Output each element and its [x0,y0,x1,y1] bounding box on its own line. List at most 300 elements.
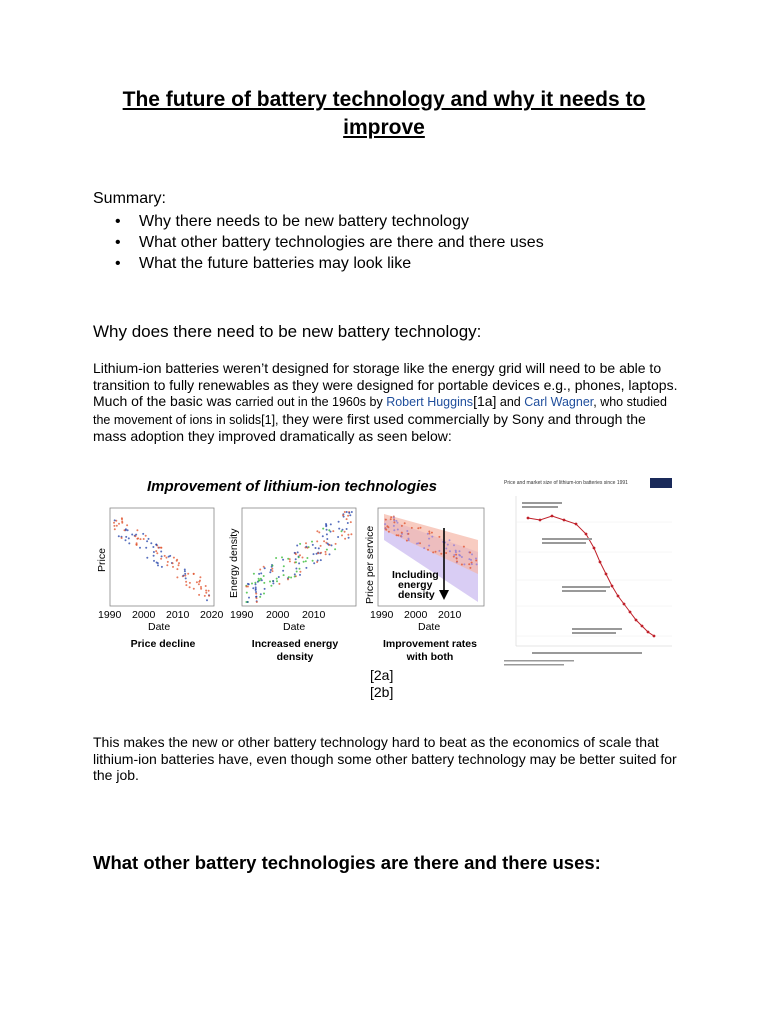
scatter-point [332,530,334,532]
scatter-point [184,569,186,571]
scatter-point [113,525,115,527]
scatter-point [401,525,403,527]
section-heading-other-technologies: What other battery technologies are there and there uses: [93,852,601,873]
scatter-point [256,601,258,603]
scatter-point [395,520,397,522]
scatter-point [127,529,129,531]
scatter-point [463,563,465,565]
scatter-point [128,542,130,544]
scatter-point [469,567,471,569]
scatter-point [248,583,250,585]
panel1-xlabel: Date [148,621,171,633]
annotation-line: Including [392,569,439,581]
scatter-point [305,560,307,562]
scatter-point [247,586,249,588]
panel1-caption: Price decline [130,638,196,650]
scatter-point [178,562,180,564]
scatter-point [350,533,352,535]
scatter-point [459,550,461,552]
scatter-point [315,547,317,549]
scatter-point [173,557,175,559]
scatter-point [428,545,430,547]
scatter-point [148,538,150,540]
scatter-point [455,554,457,556]
reference-1a: [1a] [473,393,497,410]
scatter-point [278,583,280,585]
scatter-point [114,519,116,521]
scatter-point [341,534,343,536]
scatter-point [294,576,296,578]
scatter-point [143,538,145,540]
scatter-point [272,580,274,582]
scatter-point [167,561,169,563]
panel2-ylabel: Energy density [228,528,240,598]
scatter-point [385,529,387,531]
scatter-point [208,590,210,592]
scatter-point [145,547,147,549]
scatter-point [347,522,349,524]
scatter-point [200,588,202,590]
scatter-point [283,565,285,567]
scatter-point [248,597,250,599]
scatter-point [196,581,198,583]
scatter-point [311,541,313,543]
price-point [527,517,530,520]
tick-label: 2010 [166,609,190,621]
scatter-point [160,547,162,549]
scatter-point [160,558,162,560]
scatter-point [420,527,422,529]
scatter-point [388,531,390,533]
scatter-point [393,529,395,531]
scatter-point [337,536,339,538]
panel3-ylabel: Price per service [364,525,376,604]
scatter-point [289,560,291,562]
price-point [575,523,578,526]
price-point [611,585,614,588]
scatter-point [252,587,254,589]
scatter-point [435,551,437,553]
scatter-point [153,551,155,553]
scatter-point [299,574,301,576]
text-run: they were first used commercially by Sony and through the mass adoption they improved dramatically as seen below: [93,410,646,445]
scatter-point [185,577,187,579]
scatter-point [429,533,431,535]
price-point [539,519,542,522]
scatter-point [198,594,200,596]
scatter-point [290,577,292,579]
scatter-point [417,542,419,544]
scatter-point [296,571,298,573]
scatter-point [423,547,425,549]
price-point [653,635,656,638]
scatter-point [438,536,440,538]
scatter-point [142,533,144,535]
scatter-point [303,561,305,563]
paragraph-economics: This makes the new or other battery technology hard to beat as the economics of scale that lithium-ion batteries have, even though some other battery technology may be better suited for the job. [93,734,677,784]
scatter-point [470,559,472,561]
scatter-point [247,601,249,603]
scatter-point [386,525,388,527]
scatter-point [275,557,277,559]
scatter-point [269,571,271,573]
scatter-point [121,522,123,524]
scatter-point [325,551,327,553]
scatter-point [157,547,159,549]
scatter-point [259,596,261,598]
scatter-point [440,553,442,555]
scatter-point [260,593,262,595]
link-robert-huggins[interactable]: Robert Huggins [386,395,474,410]
scatter-point [306,557,308,559]
scatter-point [411,527,413,529]
annotation-line: energy [398,579,433,591]
scatter-point [453,544,455,546]
scatter-point [193,573,195,575]
scatter-point [155,544,157,546]
price-point [617,595,620,598]
scatter-point [146,557,148,559]
scatter-point [205,590,207,592]
scatter-point [351,511,353,513]
annotation-line: density [398,589,435,601]
scatter-point [344,538,346,540]
scatter-point [338,528,340,530]
scatter-point [113,522,115,524]
scatter-point [299,568,301,570]
scatter-point [428,538,430,540]
scatter-point [185,581,187,583]
scatter-point [320,552,322,554]
scatter-point [449,539,451,541]
scatter-point [461,556,463,558]
scatter-point [128,537,130,539]
scatter-point [390,516,392,518]
price-point [563,519,566,522]
scatter-point [184,575,186,577]
scatter-point [193,588,195,590]
scatter-point [407,533,409,535]
scatter-point [140,538,142,540]
scatter-point [208,595,210,597]
scatter-point [281,556,283,558]
scatter-point [270,569,272,571]
price-points [527,515,656,638]
scatter-point [298,556,300,558]
logo-badge [650,478,672,488]
scatter-point [189,582,191,584]
scatter-point [263,575,265,577]
scatter-point [125,539,127,541]
price-point [629,611,632,614]
scatter-point [348,537,350,539]
scatter-point [404,522,406,524]
scatter-point [205,585,207,587]
text-run: , who studied the movement of ions in solids[1], [93,395,667,427]
scatter-point [471,553,473,555]
scatter-point [161,566,163,568]
scatter-point [302,557,304,559]
scatter-point [172,566,174,568]
summary-label: Summary: [93,190,166,207]
price-line [528,516,654,636]
scatter-point [322,535,324,537]
scatter-point [263,582,265,584]
tick-label: 2020 [200,609,224,621]
scatter-point [417,527,419,529]
scatter-point [322,528,324,530]
scatter-point [326,529,328,531]
price-point [585,533,588,536]
link-carl-wagner[interactable]: Carl Wagner [524,395,594,410]
scatter-point [139,547,141,549]
scatter-point [432,551,434,553]
scatter-point [456,561,458,563]
scatter-point [396,534,398,536]
scatter-point [447,544,449,546]
scatter-point [401,532,403,534]
scatter-point [325,525,327,527]
scatter-point [126,524,128,526]
scatter-point [153,560,155,562]
text-run: and [496,395,525,410]
scatter-point [150,542,152,544]
scatter-point [166,557,168,559]
scatter-point [475,560,477,562]
scatter-point [283,574,285,576]
scatter-point [329,553,331,555]
scatter-point [318,531,320,533]
scatter-point [427,549,429,551]
scatter-point [453,554,455,556]
scatter-point [344,531,346,533]
scatter-point [331,544,333,546]
price-market-size-figure [502,476,674,668]
scatter-point [272,565,274,567]
scatter-point [330,523,332,525]
scatter-point [136,529,138,531]
scatter-point [397,534,399,536]
scatter-point [164,555,166,557]
scatter-point [427,533,429,535]
scatter-point [118,523,120,525]
tick-label: 1990 [98,609,122,621]
panel3-caption: Improvement rates with both [383,638,477,663]
scatter-point [463,546,465,548]
scatter-point [329,544,331,546]
scatter-point [408,539,410,541]
scatter-point [431,536,433,538]
scatter-point [184,573,186,575]
scatter-point [255,593,257,595]
summary-list [93,211,544,274]
scatter-point [401,536,403,538]
scatter-point [326,549,328,551]
scatter-point [172,562,174,564]
scatter-point [157,564,159,566]
price-point [623,603,626,606]
scatter-point [431,532,433,534]
scatter-point [325,553,327,555]
scatter-point [334,548,336,550]
scatter-point [146,540,148,542]
tick-label: 1990 [370,609,394,621]
scatter-point [390,518,392,520]
scatter-point [251,583,253,585]
scatter-point [299,543,301,545]
scatter-point [468,563,470,565]
scatter-point [204,595,206,597]
scatter-point [287,578,289,580]
scatter-point [326,533,328,535]
scatter-point [189,586,191,588]
list-item: • Why there needs to be new battery technology [93,211,544,232]
scatter-point [316,530,318,532]
scatter-point [270,585,272,587]
scatter-point [406,540,408,542]
scatter-point [406,530,408,532]
scatter-point [320,559,322,561]
scatter-point [393,521,395,523]
scatter-point [313,562,315,564]
scatter-point [455,551,457,553]
scatter-point [156,562,158,564]
scatter-point [184,570,186,572]
scatter-point [272,582,274,584]
scatter-point [316,540,318,542]
scatter-point [458,554,460,556]
scatter-point [118,535,120,537]
scatter-point [135,544,137,546]
scatter-point [327,543,329,545]
scatter-point [278,576,280,578]
price-market-plot [502,476,674,668]
scatter-point [471,563,473,565]
scatter-point [199,576,201,578]
scatter-point [305,542,307,544]
scatter-point [258,573,260,575]
scatter-point [176,576,178,578]
scatter-point [312,560,314,562]
scatter-point [198,581,200,583]
scatter-point [296,545,298,547]
scatter-point [246,592,248,594]
tick-label: 2000 [132,609,156,621]
scatter-point [317,560,319,562]
scatter-point [134,535,136,537]
scatter-point [276,580,278,582]
scatter-point [475,558,477,560]
scatter-point [131,534,133,536]
figure-title: Improvement of lithium-ion technologies [146,478,437,495]
scatter-point [350,521,352,523]
panel2-caption: Increased energy density [251,638,339,663]
references-block [370,667,393,701]
scatter-point [178,564,180,566]
price-point [647,631,650,634]
scatter-point [313,553,315,555]
scatter-point [347,515,349,517]
scatter-point [338,521,340,523]
scatter-point [176,560,178,562]
scatter-point [145,535,147,537]
scatter-point [282,559,284,561]
scatter-point [384,523,386,525]
scatter-point [325,523,327,525]
panel1-ylabel: Price [96,548,108,572]
scatter-point [125,536,127,538]
scatter-point [449,550,451,552]
list-item: • What the future batteries may look like [93,253,544,274]
scatter-point [393,517,395,519]
scatter-point [260,578,262,580]
scatter-point [305,546,307,548]
scatter-point [344,511,346,513]
scatter-point [349,514,351,516]
scatter-point [137,537,139,539]
scatter-point [185,584,187,586]
scatter-point [323,540,325,542]
tick-label: 1990 [230,609,254,621]
scatter-point [255,588,257,590]
scatter-point [347,534,349,536]
scatter-point [258,578,260,580]
scatter-point [294,573,296,575]
scatter-point [346,511,348,513]
tick-label: 2010 [438,609,462,621]
lithium-ion-improvement-figure [92,478,492,668]
scatter-point [346,528,348,530]
scatter-point [461,564,463,566]
scatter-point [476,563,478,565]
price-point [635,619,638,622]
scatter-point [263,593,265,595]
tick-label: 2000 [266,609,290,621]
scatter-point [469,552,471,554]
scatter-point [125,528,127,530]
scatter-point [299,554,301,556]
scatter-point [121,518,123,520]
scatter-point [155,550,157,552]
scatter-point [341,530,343,532]
scatter-point [114,528,116,530]
scatter-point [295,568,297,570]
scatter-point [445,548,447,550]
scatter-point [346,518,348,520]
scatter-point [205,592,207,594]
scatter-point [342,514,344,516]
text-run: carried out in the 1960s by [235,395,387,410]
scatter-point [166,564,168,566]
scatter-point [397,522,399,524]
scatter-point [276,578,278,580]
scatter-point [320,545,322,547]
scatter-point [152,546,154,548]
scatter-point [187,573,189,575]
scatter-point [348,512,350,514]
scatter-point [317,552,319,554]
scatter-point [160,551,162,553]
scatter-point [287,558,289,560]
scatter-point [269,581,271,583]
scatter-point [153,555,155,557]
scatter-point [294,552,296,554]
scatter-point [312,544,314,546]
scatter-point [385,519,387,521]
price-point [551,515,554,518]
scatter-point [121,537,123,539]
price-point [641,625,644,628]
